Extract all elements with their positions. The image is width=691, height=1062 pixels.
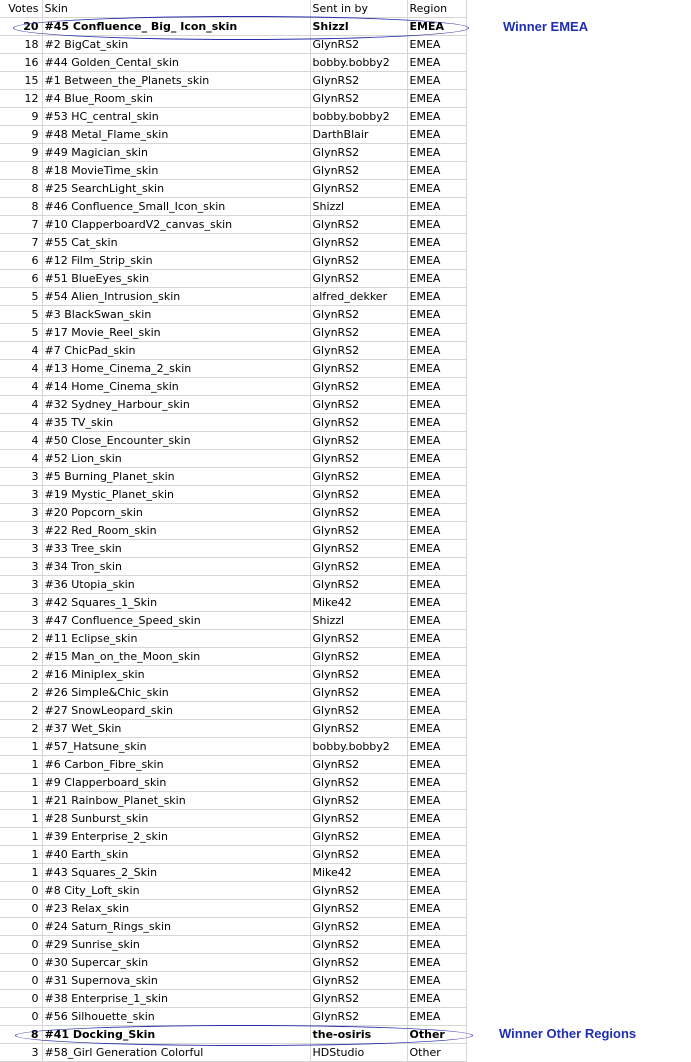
table-row (0, 414, 466, 432)
skin-cell[interactable]: #53 HC_central_skin (42, 108, 310, 126)
table-body (0, 18, 466, 1062)
votes-cell[interactable]: 4 (0, 450, 42, 468)
votes-cell[interactable]: 5 (0, 306, 42, 324)
region-cell[interactable]: EMEA (407, 810, 466, 828)
sent-by-cell[interactable]: Shizzl (310, 18, 407, 36)
sent-by-cell[interactable]: GlynRS2 (310, 720, 407, 738)
region-cell[interactable]: EMEA (407, 918, 466, 936)
skin-cell[interactable]: #5 Burning_Planet_skin (42, 468, 310, 486)
skin-cell[interactable]: #17 Movie_Reel_skin (42, 324, 310, 342)
skin-cell[interactable]: #35 TV_skin (42, 414, 310, 432)
votes-cell[interactable]: 4 (0, 396, 42, 414)
sent-by-cell[interactable]: GlynRS2 (310, 252, 407, 270)
skin-cell[interactable]: #16 Miniplex_skin (42, 666, 310, 684)
region-cell[interactable]: EMEA (407, 684, 466, 702)
table-row (0, 162, 466, 180)
sent-by-cell[interactable]: GlynRS2 (310, 918, 407, 936)
skin-cell[interactable]: #56 Silhouette_skin (42, 1008, 310, 1026)
region-cell[interactable]: EMEA (407, 306, 466, 324)
table-row (0, 936, 466, 954)
table-row (0, 774, 466, 792)
votes-cell[interactable]: 5 (0, 288, 42, 306)
sent-by-cell[interactable]: GlynRS2 (310, 378, 407, 396)
table-row (0, 306, 466, 324)
region-cell[interactable]: Other (407, 1026, 466, 1044)
table-row (0, 126, 466, 144)
table-row (0, 954, 466, 972)
region-cell[interactable]: EMEA (407, 36, 466, 54)
skin-cell[interactable]: #54 Alien_Intrusion_skin (42, 288, 310, 306)
votes-cell[interactable]: 1 (0, 738, 42, 756)
region-cell[interactable]: EMEA (407, 630, 466, 648)
skin-cell[interactable]: #50 Close_Encounter_skin (42, 432, 310, 450)
sent-by-cell[interactable]: GlynRS2 (310, 432, 407, 450)
region-cell[interactable]: EMEA (407, 108, 466, 126)
skin-cell[interactable]: #38 Enterprise_1_skin (42, 990, 310, 1008)
votes-cell[interactable]: 8 (0, 180, 42, 198)
skin-cell[interactable]: #14 Home_Cinema_skin (42, 378, 310, 396)
sent-by-cell[interactable]: GlynRS2 (310, 810, 407, 828)
skin-cell[interactable]: #44 Golden_Cental_skin (42, 54, 310, 72)
sent-by-cell[interactable]: GlynRS2 (310, 450, 407, 468)
table-row (0, 180, 466, 198)
winner-emea-label: Winner EMEA (503, 19, 589, 34)
votes-cell[interactable]: 0 (0, 900, 42, 918)
table-row (0, 342, 466, 360)
sent-by-cell[interactable]: GlynRS2 (310, 468, 407, 486)
region-cell[interactable]: EMEA (407, 162, 466, 180)
table-row (0, 540, 466, 558)
table-row (0, 720, 466, 738)
table-row (0, 990, 466, 1008)
region-cell[interactable]: EMEA (407, 900, 466, 918)
skin-cell[interactable]: #20 Popcorn_skin (42, 504, 310, 522)
votes-cell[interactable]: 0 (0, 918, 42, 936)
sent-by-cell[interactable]: GlynRS2 (310, 360, 407, 378)
table-row (0, 1008, 466, 1026)
sent-by-cell[interactable]: Mike42 (310, 594, 407, 612)
votes-cell[interactable]: 12 (0, 90, 42, 108)
votes-cell[interactable]: 7 (0, 216, 42, 234)
skin-cell[interactable]: #49 Magician_skin (42, 144, 310, 162)
votes-cell[interactable]: 9 (0, 126, 42, 144)
region-cell[interactable]: EMEA (407, 846, 466, 864)
votes-cell[interactable]: 8 (0, 1026, 42, 1044)
votes-cell[interactable]: 8 (0, 198, 42, 216)
table-row (0, 630, 466, 648)
region-cell[interactable]: EMEA (407, 522, 466, 540)
region-cell[interactable]: EMEA (407, 1008, 466, 1026)
region-cell[interactable]: EMEA (407, 720, 466, 738)
table-row (0, 918, 466, 936)
sent-by-cell[interactable]: bobby.bobby2 (310, 54, 407, 72)
votes-cell[interactable]: 1 (0, 846, 42, 864)
votes-cell[interactable]: 15 (0, 72, 42, 90)
region-cell[interactable]: EMEA (407, 234, 466, 252)
table-row (0, 90, 466, 108)
region-cell[interactable]: EMEA (407, 954, 466, 972)
table-row (0, 270, 466, 288)
region-cell[interactable]: EMEA (407, 864, 466, 882)
skin-cell[interactable]: #57_Hatsune_skin (42, 738, 310, 756)
sent-by-cell[interactable]: GlynRS2 (310, 522, 407, 540)
skin-cell[interactable]: #33 Tree_skin (42, 540, 310, 558)
votes-cell[interactable]: 18 (0, 36, 42, 54)
sent-by-cell[interactable]: alfred_dekker (310, 288, 407, 306)
votes-cell[interactable]: 5 (0, 324, 42, 342)
votes-cell[interactable]: 7 (0, 234, 42, 252)
votes-cell[interactable]: 9 (0, 108, 42, 126)
votes-cell[interactable]: 0 (0, 936, 42, 954)
skin-cell[interactable]: #6 Carbon_Fibre_skin (42, 756, 310, 774)
region-cell[interactable]: EMEA (407, 882, 466, 900)
table-row (0, 738, 466, 756)
skin-cell[interactable]: #30 Supercar_skin (42, 954, 310, 972)
votes-cell[interactable]: 0 (0, 972, 42, 990)
votes-cell[interactable]: 1 (0, 864, 42, 882)
table-row (0, 522, 466, 540)
sent-by-cell[interactable]: GlynRS2 (310, 270, 407, 288)
votes-cell[interactable]: 8 (0, 162, 42, 180)
skin-cell[interactable]: #7 ChicPad_skin (42, 342, 310, 360)
skin-cell[interactable]: #24 Saturn_Rings_skin (42, 918, 310, 936)
table-row (0, 252, 466, 270)
sent-by-cell[interactable]: GlynRS2 (310, 990, 407, 1008)
sent-by-cell[interactable]: GlynRS2 (310, 342, 407, 360)
skin-cell[interactable]: #10 ClapperboardV2_canvas_skin (42, 216, 310, 234)
votes-cell[interactable]: 2 (0, 702, 42, 720)
sent-by-cell[interactable]: bobby.bobby2 (310, 738, 407, 756)
sent-by-cell[interactable]: GlynRS2 (310, 792, 407, 810)
sent-by-cell[interactable]: Shizzl (310, 612, 407, 630)
skin-cell[interactable]: #58_Girl Generation Colorful (42, 1044, 310, 1062)
sent-by-cell[interactable]: GlynRS2 (310, 396, 407, 414)
skin-cell[interactable]: #26 Simple&Chic_skin (42, 684, 310, 702)
skin-cell[interactable]: #12 Film_Strip_skin (42, 252, 310, 270)
skin-cell[interactable]: #8 City_Loft_skin (42, 882, 310, 900)
region-cell[interactable]: EMEA (407, 486, 466, 504)
sent-by-cell[interactable]: GlynRS2 (310, 702, 407, 720)
sent-by-cell[interactable]: GlynRS2 (310, 216, 407, 234)
sent-by-cell[interactable]: GlynRS2 (310, 882, 407, 900)
skin-cell[interactable]: #41 Docking_Skin (42, 1026, 310, 1044)
region-cell[interactable]: EMEA (407, 738, 466, 756)
votes-cell[interactable]: 2 (0, 630, 42, 648)
votes-cell[interactable]: 4 (0, 342, 42, 360)
sent-by-cell[interactable]: GlynRS2 (310, 936, 407, 954)
skin-cell[interactable]: #52 Lion_skin (42, 450, 310, 468)
skin-cell[interactable]: #37 Wet_Skin (42, 720, 310, 738)
region-cell[interactable]: EMEA (407, 792, 466, 810)
region-cell[interactable]: EMEA (407, 756, 466, 774)
skin-cell[interactable]: #22 Red_Room_skin (42, 522, 310, 540)
region-cell[interactable]: EMEA (407, 54, 466, 72)
skin-cell[interactable]: #2 BigCat_skin (42, 36, 310, 54)
sent-by-cell[interactable]: GlynRS2 (310, 180, 407, 198)
sent-by-cell[interactable]: Mike42 (310, 864, 407, 882)
votes-cell[interactable]: 4 (0, 414, 42, 432)
skin-cell[interactable]: #21 Rainbow_Planet_skin (42, 792, 310, 810)
region-cell[interactable]: EMEA (407, 126, 466, 144)
votes-cell[interactable]: 3 (0, 468, 42, 486)
skin-cell[interactable]: #46 Confluence_Small_Icon_skin (42, 198, 310, 216)
sent-by-cell[interactable]: GlynRS2 (310, 1008, 407, 1026)
region-cell[interactable]: Other (407, 1044, 466, 1062)
votes-cell[interactable]: 3 (0, 576, 42, 594)
table-row (0, 972, 466, 990)
sent-by-cell[interactable]: GlynRS2 (310, 684, 407, 702)
table-row (0, 468, 466, 486)
skin-cell[interactable]: #40 Earth_skin (42, 846, 310, 864)
region-cell[interactable]: EMEA (407, 990, 466, 1008)
votes-cell[interactable]: 3 (0, 612, 42, 630)
table-row (0, 864, 466, 882)
region-cell[interactable]: EMEA (407, 180, 466, 198)
votes-cell[interactable]: 2 (0, 666, 42, 684)
votes-cell[interactable]: 1 (0, 828, 42, 846)
votes-cell[interactable]: 0 (0, 1008, 42, 1026)
sent-by-cell[interactable]: GlynRS2 (310, 306, 407, 324)
skin-cell[interactable]: #27 SnowLeopard_skin (42, 702, 310, 720)
table-row (0, 810, 466, 828)
table-row (0, 54, 466, 72)
skin-cell[interactable]: #42 Squares_1_Skin (42, 594, 310, 612)
region-cell[interactable]: EMEA (407, 324, 466, 342)
table-row (0, 828, 466, 846)
table-row (0, 1026, 466, 1044)
votes-cell[interactable]: 6 (0, 270, 42, 288)
sent-by-cell[interactable]: the-osiris (310, 1026, 407, 1044)
table-row (0, 288, 466, 306)
sent-by-cell[interactable]: GlynRS2 (310, 36, 407, 54)
votes-cell[interactable]: 4 (0, 432, 42, 450)
region-cell[interactable]: EMEA (407, 666, 466, 684)
skin-cell[interactable]: #4 Blue_Room_skin (42, 90, 310, 108)
votes-cell[interactable]: 4 (0, 360, 42, 378)
votes-cell[interactable]: 16 (0, 54, 42, 72)
skin-cell[interactable]: #48 Metal_Flame_skin (42, 126, 310, 144)
sent-by-cell[interactable]: GlynRS2 (310, 630, 407, 648)
sent-by-cell[interactable]: GlynRS2 (310, 648, 407, 666)
votes-cell[interactable]: 3 (0, 1044, 42, 1062)
table-row (0, 432, 466, 450)
sent-by-cell[interactable]: GlynRS2 (310, 828, 407, 846)
region-cell[interactable]: EMEA (407, 774, 466, 792)
table-row (0, 72, 466, 90)
header-row (0, 0, 466, 18)
votes-cell[interactable]: 1 (0, 774, 42, 792)
skin-cell[interactable]: #19 Mystic_Planet_skin (42, 486, 310, 504)
skin-header[interactable]: Skin (42, 0, 310, 18)
table-row (0, 684, 466, 702)
table-row (0, 198, 466, 216)
table-row (0, 648, 466, 666)
votes-cell[interactable]: 0 (0, 954, 42, 972)
skin-cell[interactable]: #28 Sunburst_skin (42, 810, 310, 828)
votes-cell[interactable]: 2 (0, 648, 42, 666)
region-cell[interactable]: EMEA (407, 612, 466, 630)
sent-by-header[interactable]: Sent in by (310, 0, 407, 18)
votes-cell[interactable]: 0 (0, 882, 42, 900)
region-cell[interactable]: EMEA (407, 252, 466, 270)
table-row (0, 36, 466, 54)
table-row (0, 1044, 466, 1062)
region-cell[interactable]: EMEA (407, 288, 466, 306)
votes-cell[interactable]: 3 (0, 486, 42, 504)
table-row (0, 378, 466, 396)
region-cell[interactable]: EMEA (407, 576, 466, 594)
region-cell[interactable]: EMEA (407, 432, 466, 450)
region-header[interactable]: Region (407, 0, 466, 18)
sent-by-cell[interactable]: DarthBlair (310, 126, 407, 144)
region-cell[interactable]: EMEA (407, 342, 466, 360)
region-cell[interactable]: EMEA (407, 468, 466, 486)
region-cell[interactable]: EMEA (407, 144, 466, 162)
votes-cell[interactable]: 20 (0, 18, 42, 36)
table-row (0, 324, 466, 342)
table-row (0, 216, 466, 234)
region-cell[interactable]: EMEA (407, 558, 466, 576)
sent-by-cell[interactable]: GlynRS2 (310, 72, 407, 90)
skin-cell[interactable]: #45 Confluence_ Big_ Icon_skin (42, 18, 310, 36)
region-cell[interactable]: EMEA (407, 702, 466, 720)
votes-cell[interactable]: 6 (0, 252, 42, 270)
region-cell[interactable]: EMEA (407, 540, 466, 558)
region-cell[interactable]: EMEA (407, 198, 466, 216)
votes-cell[interactable]: 0 (0, 990, 42, 1008)
skin-cell[interactable]: #9 Clapperboard_skin (42, 774, 310, 792)
winner-other-label: Winner Other Regions (499, 1026, 637, 1041)
votes-cell[interactable]: 1 (0, 792, 42, 810)
table-row (0, 234, 466, 252)
table-row (0, 612, 466, 630)
skin-cell[interactable]: #34 Tron_skin (42, 558, 310, 576)
table-row (0, 450, 466, 468)
sent-by-cell[interactable]: HDStudio (310, 1044, 407, 1062)
region-cell[interactable]: EMEA (407, 378, 466, 396)
sent-by-cell[interactable]: GlynRS2 (310, 972, 407, 990)
table-row (0, 486, 466, 504)
sent-by-cell[interactable]: GlynRS2 (310, 576, 407, 594)
votes-cell[interactable]: 3 (0, 558, 42, 576)
table-row (0, 18, 466, 36)
table-row (0, 900, 466, 918)
table-row (0, 504, 466, 522)
skin-cell[interactable]: #43 Squares_2_Skin (42, 864, 310, 882)
sent-by-cell[interactable]: GlynRS2 (310, 504, 407, 522)
votes-cell[interactable]: 2 (0, 684, 42, 702)
votes-header[interactable]: Votes (0, 0, 42, 18)
skin-cell[interactable]: #47 Confluence_Speed_skin (42, 612, 310, 630)
region-cell[interactable]: EMEA (407, 972, 466, 990)
sent-by-cell[interactable]: GlynRS2 (310, 954, 407, 972)
skin-cell[interactable]: #32 Sydney_Harbour_skin (42, 396, 310, 414)
skin-cell[interactable]: #13 Home_Cinema_2_skin (42, 360, 310, 378)
skin-cell[interactable]: #31 Supernova_skin (42, 972, 310, 990)
table-row (0, 360, 466, 378)
region-cell[interactable]: EMEA (407, 414, 466, 432)
skin-cell[interactable]: #1 Between_the_Planets_skin (42, 72, 310, 90)
votes-cell[interactable]: 3 (0, 594, 42, 612)
table-row (0, 666, 466, 684)
skin-cell[interactable]: #51 BlueEyes_skin (42, 270, 310, 288)
table-row (0, 576, 466, 594)
table-row (0, 594, 466, 612)
region-cell[interactable]: EMEA (407, 216, 466, 234)
votes-cell[interactable]: 1 (0, 756, 42, 774)
region-cell[interactable]: EMEA (407, 594, 466, 612)
votes-cell[interactable]: 2 (0, 720, 42, 738)
votes-cell[interactable]: 3 (0, 522, 42, 540)
skin-cell[interactable]: #15 Man_on_the_Moon_skin (42, 648, 310, 666)
sent-by-cell[interactable]: GlynRS2 (310, 666, 407, 684)
votes-cell[interactable]: 9 (0, 144, 42, 162)
sent-by-cell[interactable]: bobby.bobby2 (310, 108, 407, 126)
region-cell[interactable]: EMEA (407, 450, 466, 468)
sent-by-cell[interactable]: GlynRS2 (310, 486, 407, 504)
sent-by-cell[interactable]: GlynRS2 (310, 90, 407, 108)
region-cell[interactable]: EMEA (407, 648, 466, 666)
votes-cell[interactable]: 1 (0, 810, 42, 828)
table-row (0, 108, 466, 126)
skin-cell[interactable]: #18 MovieTime_skin (42, 162, 310, 180)
sent-by-cell[interactable]: GlynRS2 (310, 540, 407, 558)
table-row (0, 396, 466, 414)
table-row (0, 882, 466, 900)
region-cell[interactable]: EMEA (407, 936, 466, 954)
region-cell[interactable]: EMEA (407, 828, 466, 846)
votes-cell[interactable]: 3 (0, 504, 42, 522)
table-row (0, 702, 466, 720)
region-cell[interactable]: EMEA (407, 360, 466, 378)
sent-by-cell[interactable]: GlynRS2 (310, 774, 407, 792)
sent-by-cell[interactable]: GlynRS2 (310, 144, 407, 162)
sent-by-cell[interactable]: GlynRS2 (310, 558, 407, 576)
skin-cell[interactable]: #3 BlackSwan_skin (42, 306, 310, 324)
votes-cell[interactable]: 4 (0, 378, 42, 396)
votes-cell[interactable]: 3 (0, 540, 42, 558)
region-cell[interactable]: EMEA (407, 504, 466, 522)
skin-cell[interactable]: #11 Eclipse_skin (42, 630, 310, 648)
skin-cell[interactable]: #36 Utopia_skin (42, 576, 310, 594)
skin-cell[interactable]: #29 Sunrise_skin (42, 936, 310, 954)
skin-cell[interactable]: #39 Enterprise_2_skin (42, 828, 310, 846)
sent-by-cell[interactable]: GlynRS2 (310, 234, 407, 252)
table-row (0, 792, 466, 810)
region-cell[interactable]: EMEA (407, 72, 466, 90)
region-cell[interactable]: EMEA (407, 270, 466, 288)
table-row (0, 558, 466, 576)
sent-by-cell[interactable]: GlynRS2 (310, 324, 407, 342)
skin-cell[interactable]: #23 Relax_skin (42, 900, 310, 918)
sent-by-cell[interactable]: GlynRS2 (310, 162, 407, 180)
sent-by-cell[interactable]: GlynRS2 (310, 846, 407, 864)
region-cell[interactable]: EMEA (407, 90, 466, 108)
table-row (0, 144, 466, 162)
sent-by-cell[interactable]: GlynRS2 (310, 756, 407, 774)
table-row (0, 846, 466, 864)
sent-by-cell[interactable]: Shizzl (310, 198, 407, 216)
region-cell[interactable]: EMEA (407, 396, 466, 414)
region-cell[interactable]: EMEA (407, 18, 466, 36)
sent-by-cell[interactable]: GlynRS2 (310, 414, 407, 432)
skin-cell[interactable]: #25 SearchLight_skin (42, 180, 310, 198)
sent-by-cell[interactable]: GlynRS2 (310, 900, 407, 918)
table-row (0, 756, 466, 774)
skin-cell[interactable]: #55 Cat_skin (42, 234, 310, 252)
